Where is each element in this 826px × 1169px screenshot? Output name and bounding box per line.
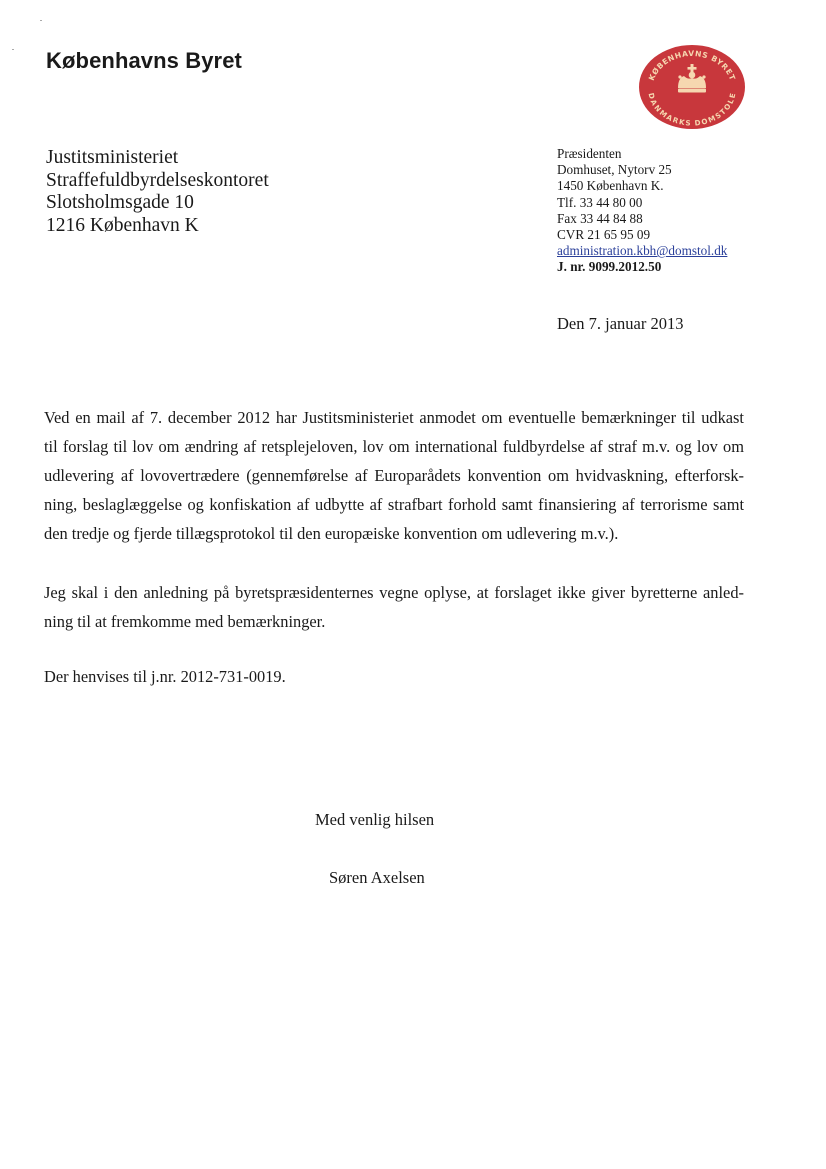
recipient-address	[46, 147, 269, 237]
body-paragraph-3	[44, 662, 744, 691]
body-paragraph-1	[44, 403, 744, 548]
journal-number: J. nr. 9099.2012.50	[557, 259, 662, 275]
paragraph-line: ning, beslaglæggelse og konfiskation af udbytte af strafbart forhold samt finansiering af terrorisme samt	[44, 495, 744, 514]
paragraph-line: Der henvises til j.nr. 2012-731-0019.	[44, 667, 286, 686]
recipient-street: Slotsholmsgade 10	[46, 192, 194, 213]
recipient-city: 1216 København K	[46, 214, 199, 236]
closing-phrase: Med venlig hilsen	[315, 810, 435, 829]
svg-text:DANMARKS DOMSTOLE: DANMARKS DOMSTOLE	[646, 91, 738, 128]
paragraph-line: Jeg skal i den anledning på byretspræsidenternes vegne oplyse, at forslaget ikke giver byretterne anled-	[44, 583, 744, 602]
court-seal-logo	[638, 44, 746, 130]
sender-phone: Tlf. 33 44 80 00	[557, 194, 643, 210]
sender-postal: 1450 København K.	[557, 178, 664, 194]
court-name: Københavns Byret	[46, 48, 242, 73]
sender-details	[557, 146, 727, 276]
sender-street: Domhuset, Nytorv 25	[557, 162, 672, 178]
paragraph-line: til forslag til lov om ændring af retsplejeloven, lov om international fuldbyrdelse af straf m.v. og lov om	[44, 437, 744, 456]
signer-name: Søren Axelsen	[329, 868, 425, 887]
sender-fax: Fax 33 44 84 88	[557, 210, 643, 226]
sender-title: Præsidenten	[557, 146, 622, 161]
paragraph-line: udlevering af lovovertrædere (gennemførelse af Europarådets konvention om hvidvaskning, efterforsk-	[44, 466, 744, 485]
sender-cvr: CVR 21 65 95 09	[557, 227, 651, 243]
paragraph-line: den tredje og fjerde tillægsprotokol til den europæiske konvention om udlevering m.v.).	[44, 524, 619, 543]
recipient-department: Straffefuldbyrdelseskontoret	[46, 169, 269, 191]
sender-email-link[interactable]: administration.kbh@domstol.dk	[557, 243, 728, 259]
body-paragraph-2	[44, 578, 744, 636]
svg-text:KØBENHAVNS BYRET: KØBENHAVNS BYRET	[646, 48, 738, 82]
recipient-name: Justitsministeriet	[46, 147, 179, 168]
paragraph-line: ning til at fremkomme med bemærkninger.	[44, 612, 326, 631]
letter-date: Den 7. januar 2013	[557, 314, 684, 333]
paragraph-line: Ved en mail af 7. december 2012 har Justitsministeriet anmodet om eventuelle bemærkninger til udkast	[44, 408, 744, 427]
